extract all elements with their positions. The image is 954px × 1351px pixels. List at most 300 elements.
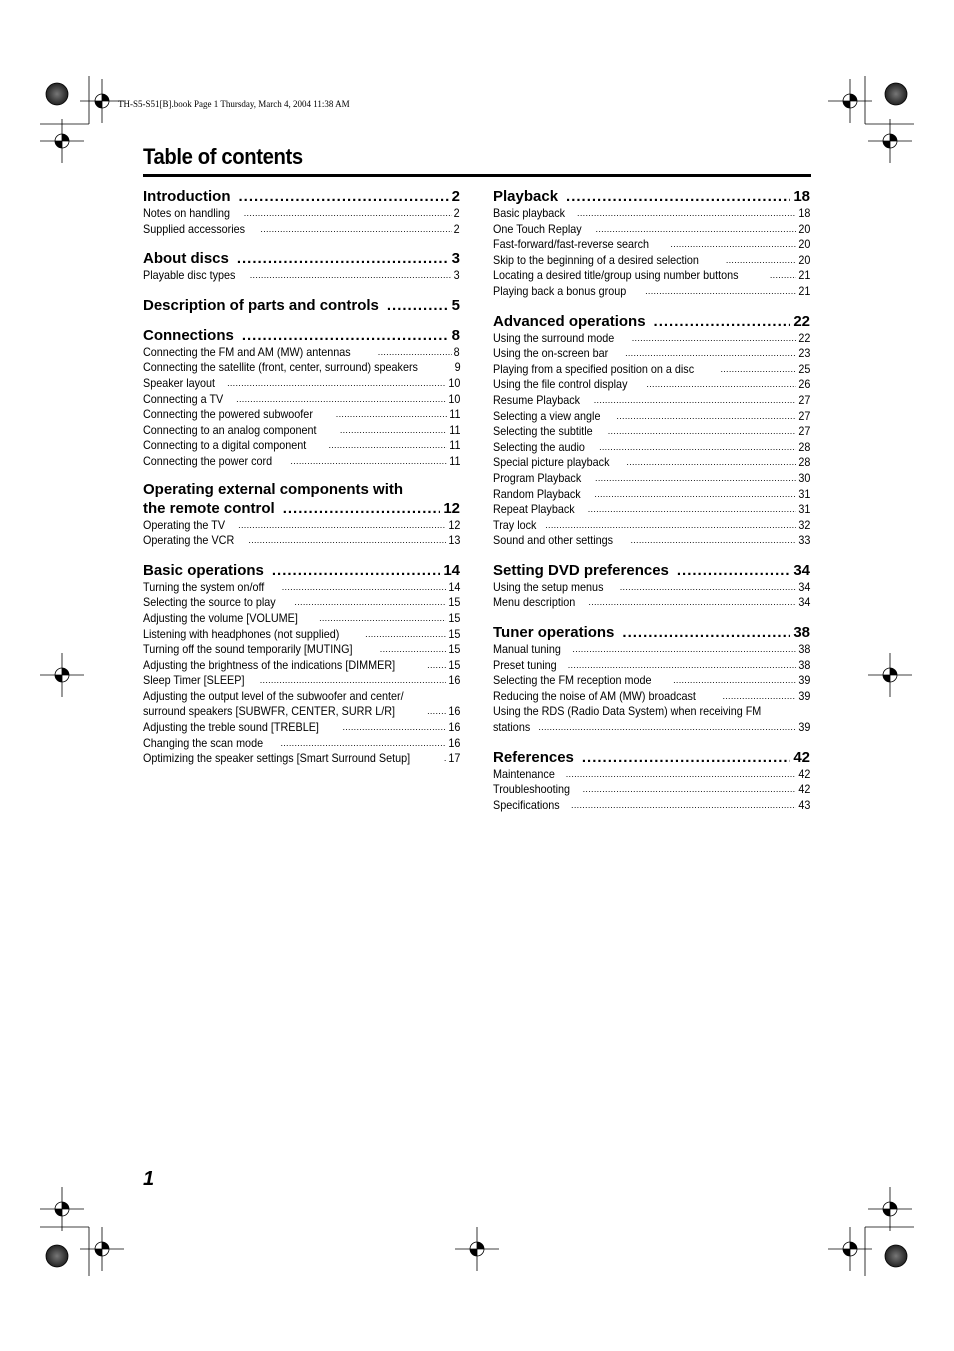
entry-page-number: 13 [447,533,460,548]
entry-row [493,253,810,269]
toc-entry[interactable] [143,673,460,689]
section-heading[interactable] [143,500,460,517]
toc-entry[interactable] [493,580,810,596]
dot-leader [340,423,447,439]
dot-leader [566,188,790,205]
dot-leader [294,595,445,611]
dot-leader [608,424,796,440]
entry-text: Selecting the audio [493,439,585,454]
dot-leader [365,627,445,643]
entry-text: Selecting a view angle [493,408,601,423]
entry-row [143,658,460,674]
entry-text: Connecting the power cord [143,453,273,468]
entry-row [493,471,810,487]
dot-leader [568,658,796,674]
entry-text: Connecting to a digital component [143,438,307,453]
entry-row [493,206,810,222]
entry-text: Sleep Timer [SLEEP] [143,673,245,688]
toc-entry[interactable] [143,268,460,284]
entry-text: Reducing the noise of AM (MW) broadcast [493,688,696,703]
dot-leader [673,673,796,689]
title-rule [143,174,811,177]
dot-leader [571,798,796,814]
entry-row [493,720,810,736]
section-heading-text: Introduction [143,188,231,205]
entry-text: Adjusting the brightness of the indications [DIMMER] [143,657,396,672]
entry-page-number: 31 [797,502,810,517]
dot-leader [336,407,447,423]
toc-left-column [143,186,460,767]
toc-entry[interactable] [493,767,810,783]
entry-page-number: 9 [454,360,461,375]
entry-page-number: 25 [797,361,810,376]
dot-leader [645,284,796,300]
entry-text: Operating the TV [143,517,226,532]
toc-entry[interactable] [143,595,460,611]
entry-page-number: 17 [447,751,460,766]
entry-text: Speaker layout [143,375,216,390]
dot-leader [588,502,796,518]
section-gap [493,300,810,311]
toc-entry[interactable] [143,423,460,439]
toc-entry[interactable] [143,689,460,720]
entry-row [143,454,460,470]
entry-page-number: 3 [453,268,460,283]
toc-entry[interactable] [143,345,460,361]
entry-page-number: 39 [797,673,810,688]
toc-entry[interactable] [143,454,460,470]
entry-page-number: 42 [797,782,810,797]
entry-list [143,345,460,470]
section-page-number: 8 [451,326,460,344]
entry-page-number: 26 [797,377,810,392]
entry-text: Program Playback [493,470,582,485]
toc-section [143,250,460,284]
entry-row [493,346,810,362]
toc-section [143,188,460,237]
section-gap [143,549,460,560]
entry-text: Playable disc types [143,268,236,283]
entry-text: Selecting the subtitle [493,424,593,439]
entry-page-number: 16 [447,673,460,688]
entry-text: Operating the VCR [143,533,235,548]
toc-entry[interactable] [493,518,810,534]
dot-leader [328,438,446,454]
section-heading[interactable] [493,313,810,330]
entry-page-number: 20 [797,237,810,252]
entry-page-number: 34 [797,595,810,610]
entry-text: Connecting to an analog component [143,422,317,437]
toc-section [143,297,460,314]
toc-entry[interactable] [143,392,460,408]
dot-leader [260,222,452,238]
entry-row [493,424,810,440]
toc-entry[interactable] [143,642,460,658]
entry-row [143,611,460,627]
entry-page-number: 27 [797,424,810,439]
section-page-number: 3 [451,250,460,268]
section-heading-text: Operating external components with [143,480,404,498]
entry-text: Using the surround mode [493,330,615,345]
entry-text: Optimizing the speaker settings [Smart Surround Setup] [143,751,411,766]
toc-entry[interactable] [143,751,460,767]
entry-row [143,642,460,658]
toc-entry[interactable] [493,362,810,378]
entry-row [493,798,810,814]
section-heading[interactable] [143,327,460,344]
entry-row [493,409,810,425]
toc-entry[interactable] [493,704,810,735]
toc-entry[interactable] [143,360,460,376]
entry-page-number: 11 [448,453,460,468]
toc-entry[interactable] [493,533,810,549]
entry-text: surround speakers [SUBWFR, CENTER, SURR L/R] [143,704,396,719]
section-heading[interactable] [143,188,460,205]
entry-page-number: 15 [447,595,460,610]
section-heading[interactable] [493,749,810,766]
toc-entry[interactable] [493,393,810,409]
entry-list [143,580,460,767]
toc-section [493,188,810,300]
entry-text: Preset tuning [493,657,557,672]
toc-entry[interactable] [493,455,810,471]
entry-row [493,673,810,689]
dot-leader [720,362,795,378]
toc-entry[interactable] [493,284,810,300]
section-heading[interactable] [143,250,460,267]
entry-text: Tray lock [493,517,537,532]
toc-entry[interactable] [493,487,810,503]
entry-row [143,533,460,549]
toc-entry[interactable] [143,206,460,222]
entry-page-number: 32 [797,517,810,532]
entry-text: One Touch Replay [493,221,582,236]
entry-list [493,206,810,300]
entry-row [143,704,460,720]
dot-leader [238,518,445,534]
entry-text: Special picture playback [493,455,610,470]
section-heading-text: Connections [143,326,234,344]
entry-row [493,393,810,409]
entry-page-number: 27 [797,408,810,423]
toc-entry[interactable] [493,502,810,518]
entry-text-line: Using the RDS (Radio Data System) when receiving FM [493,704,762,719]
book-info-line: TH-S5-S51[B].book Page 1 Thursday, March 4, 2004 11:38 AM [118,99,350,109]
toc-section [143,481,460,549]
section-heading[interactable] [493,624,810,641]
toc-entry[interactable] [493,409,810,425]
dot-leader [595,471,796,487]
toc-entry[interactable] [493,346,810,362]
toc-entry[interactable] [143,611,460,627]
section-page-number: 14 [443,561,460,579]
entry-page-number: 23 [797,346,810,361]
toc-entry[interactable] [493,471,810,487]
entry-row [493,487,810,503]
entry-page-number: 8 [453,344,460,359]
toc-entry[interactable] [493,595,810,611]
section-heading-text: Description of parts and controls [143,296,379,314]
toc-entry[interactable] [493,253,810,269]
toc-entry[interactable] [493,798,810,814]
toc-entry[interactable] [143,518,460,534]
entry-page-number: 11 [448,407,460,422]
entry-row [493,268,810,284]
entry-page-number: 15 [447,626,460,641]
toc-entry[interactable] [143,533,460,549]
entry-text: Using the setup menus [493,579,604,594]
dot-leader [625,346,796,362]
toc-entry[interactable] [143,407,460,423]
section-heading-text: Advanced operations [493,312,646,330]
toc-entry[interactable] [493,377,810,393]
toc-entry[interactable] [493,642,810,658]
entry-row [143,673,460,689]
entry-text: Selecting the source to play [143,595,276,610]
dot-leader [577,206,796,222]
dot-leader [282,580,446,596]
dot-leader [726,253,796,269]
toc-entry[interactable] [493,206,810,222]
dot-leader [582,749,790,766]
dot-leader [244,206,453,222]
entry-page-number: 11 [448,438,460,453]
toc-entry[interactable] [493,268,810,284]
dot-leader [248,533,445,549]
dot-leader [599,440,796,456]
entry-text: Manual tuning [493,642,561,657]
section-heading[interactable] [493,562,810,579]
entry-row [143,376,460,392]
section-gap [143,237,460,248]
entry-page-number: 28 [797,455,810,470]
entry-row [143,392,460,408]
dot-leader [280,736,445,752]
toc-entry[interactable] [493,237,810,253]
dot-leader [238,188,448,205]
entry-text: Supplied accessories [143,221,246,236]
entry-list [493,331,810,549]
dot-leader [722,689,795,705]
dot-leader [545,518,795,534]
entry-row [143,595,460,611]
toc-entry[interactable] [493,424,810,440]
entry-text: Selecting the FM reception mode [493,673,652,688]
entry-text: Troubleshooting [493,782,571,797]
entry-row [143,518,460,534]
entry-text: Playing from a specified position on a disc [493,361,695,376]
toc-section [493,313,810,549]
entry-row [143,407,460,423]
entry-page-number: 2 [453,221,460,236]
page-title: Table of contents [143,144,303,169]
dot-leader [677,562,790,579]
entry-text: Basic playback [493,206,566,220]
entry-list [143,206,460,237]
dot-leader [427,704,446,720]
section-heading-line [143,481,460,498]
section-heading-text: Basic operations [143,561,264,579]
section-page-number: 38 [793,624,810,642]
dot-leader [566,767,796,783]
dot-leader [378,345,453,361]
entry-page-number: 12 [447,517,460,532]
section-page-number: 5 [451,296,460,314]
entry-text: stations [493,720,531,735]
section-page-number: 18 [793,188,810,205]
entry-page-number: 16 [447,704,460,719]
toc-entry[interactable] [493,222,810,238]
dot-leader [272,562,440,579]
entry-row [143,268,460,284]
entry-page-number: 18 [797,206,810,220]
entry-row [493,377,810,393]
entry-text: Using the on-screen bar [493,346,609,361]
dot-leader [616,409,795,425]
entry-text: Notes on handling [143,206,231,220]
dot-leader [538,720,795,736]
entry-row [493,237,810,253]
dot-leader [596,222,796,238]
entry-row [493,440,810,456]
dot-leader [770,268,796,284]
entry-page-number: 14 [447,579,460,594]
entry-page-number: 39 [797,720,810,735]
entry-text: Connecting the powered subwoofer [143,407,313,422]
section-page-number: 22 [793,312,810,330]
entry-text: Fast-forward/fast-reverse search [493,237,650,252]
dot-leader [290,454,446,470]
dot-leader [594,393,796,409]
entry-row [143,736,460,752]
section-heading-text: About discs [143,250,229,268]
section-heading-text: the remote control [143,499,275,517]
toc-entry[interactable] [493,673,810,689]
dot-leader [236,392,445,408]
section-gap [493,549,810,560]
dot-leader [626,455,795,471]
entry-page-number: 33 [797,533,810,548]
entry-page-number: 16 [447,735,460,750]
entry-list [493,767,810,814]
entry-row [143,222,460,238]
entry-row [493,767,810,783]
entry-page-number: 28 [797,439,810,454]
entry-row [493,518,810,534]
entry-row [143,206,460,222]
section-heading[interactable] [143,562,460,579]
entry-row [143,580,460,596]
toc-section [493,624,810,736]
entry-list [493,642,810,736]
entry-row [493,782,810,798]
entry-row [493,533,810,549]
toc-entry[interactable] [493,440,810,456]
entry-text: Menu description [493,595,576,610]
toc-entry[interactable] [143,376,460,392]
entry-page-number: 34 [797,579,810,594]
entry-page-number: 42 [797,766,810,781]
entry-row [493,642,810,658]
toc-section [493,562,810,611]
toc-entry[interactable] [493,658,810,674]
entry-text: Connecting a TV [143,391,224,406]
entry-text: Changing the scan mode [143,735,264,750]
section-heading-text: Setting DVD preferences [493,561,669,579]
entry-row [493,331,810,347]
entry-text: Random Playback [493,486,581,501]
dot-leader [572,642,795,658]
entry-page-number: 27 [797,392,810,407]
dot-leader [583,782,796,798]
dot-leader [283,500,441,517]
entry-text: Adjusting the treble sound [TREBLE] [143,720,319,735]
toc-entry[interactable] [143,222,460,238]
entry-list [143,268,460,284]
section-gap [493,611,810,622]
entry-row [143,423,460,439]
entry-text: Connecting the satellite (front, center, surround) speakers [143,360,418,375]
section-page-number: 42 [793,748,810,766]
entry-row [493,689,810,705]
section-page-number: 12 [443,499,460,517]
entry-page-number: 10 [447,375,460,390]
dot-leader [342,720,445,736]
entry-row [493,284,810,300]
dot-leader [242,327,449,344]
entry-text: Playing back a bonus group [493,283,627,298]
toc-entry[interactable] [143,627,460,643]
entry-text: Resume Playback [493,392,581,407]
entry-page-number: 20 [797,252,810,267]
toc-entry[interactable] [143,658,460,674]
entry-text: Sound and other settings [493,533,614,548]
dot-leader [260,673,446,689]
toc-entry[interactable] [493,782,810,798]
entry-text: Turning the system on/off [143,579,265,594]
section-heading[interactable] [143,297,460,314]
entry-row [143,438,460,454]
entry-text: Repeat Playback [493,502,575,517]
entry-page-number: 11 [448,422,460,437]
entry-row [143,720,460,736]
entry-row [493,595,810,611]
entry-text: Skip to the beginning of a desired selection [493,252,699,267]
entry-page-number: 15 [447,610,460,625]
section-gap [493,736,810,747]
toc-entry[interactable] [493,331,810,347]
entry-wrap [493,704,810,720]
entry-text: Listening with headphones (not supplied) [143,626,340,641]
toc-entry[interactable] [143,580,460,596]
entry-row [493,580,810,596]
section-gap [143,314,460,325]
entry-row [493,455,810,471]
dot-leader [588,595,795,611]
entry-page-number: 22 [797,330,810,345]
section-heading[interactable] [493,188,810,205]
dot-leader [654,313,791,330]
toc-entry[interactable] [143,720,460,736]
dot-leader [227,376,446,392]
toc-entry[interactable] [143,438,460,454]
dot-leader [380,642,446,658]
dot-leader [620,580,796,596]
toc-entry[interactable] [493,689,810,705]
entry-row [143,360,460,376]
toc-entry[interactable] [143,736,460,752]
entry-text: Locating a desired title/group using number buttons [493,268,739,283]
